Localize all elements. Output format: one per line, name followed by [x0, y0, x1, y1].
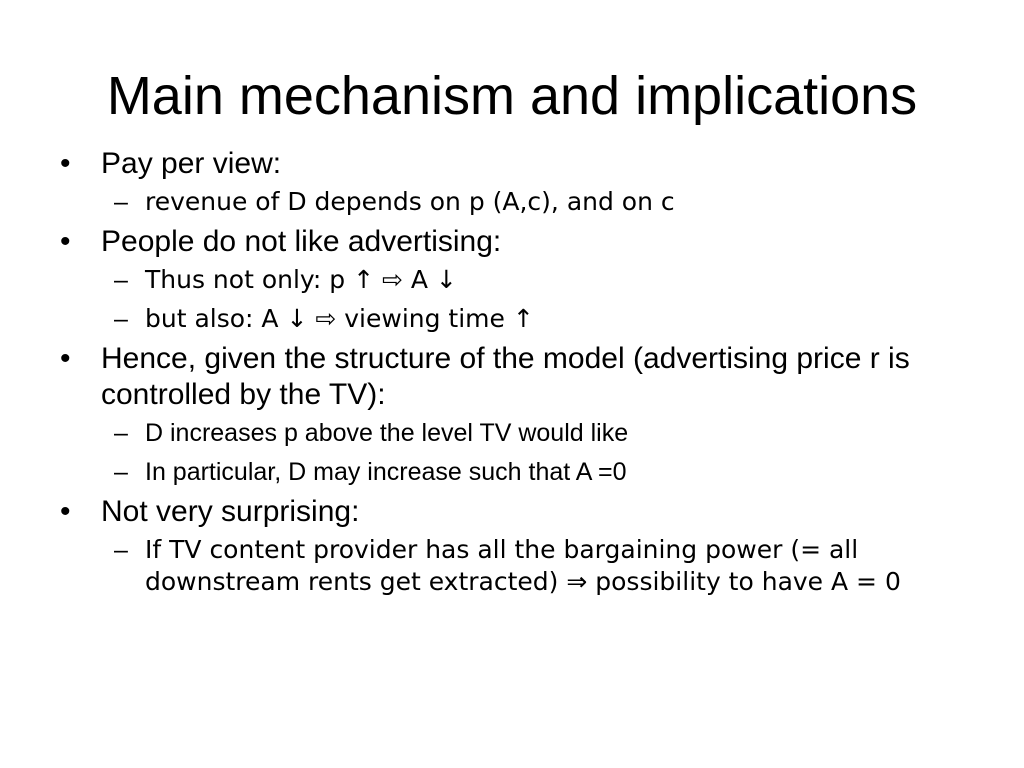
sub-bullet-list [101, 534, 960, 598]
dash-icon: – [114, 536, 128, 564]
sub-bullet-text: revenue of D depends on p (A,c), and on c [145, 187, 675, 216]
dash-icon: – [114, 266, 128, 294]
sub-bullet-list [101, 186, 960, 218]
bullet-list [60, 146, 960, 598]
bullet-dot-icon: • [60, 147, 71, 180]
slide-title: Main mechanism and implications [106, 66, 918, 126]
sub-bullet-text: If TV content provider has all the bargaining power (= all downstream rents get extracted) ⇒ possibility to have A = 0 [145, 535, 901, 596]
bullet-dot-icon: • [60, 495, 71, 528]
sub-bullet-text: Thus not only: p ↑ ⇨ A ↓ [145, 265, 457, 294]
sub-bullet-item [101, 534, 960, 598]
bullet-item [60, 146, 960, 218]
sub-bullet-item [101, 417, 960, 449]
bullet-text: Pay per view: [101, 147, 282, 180]
sub-bullet-text: D increases p above the level TV would like [145, 419, 629, 447]
dash-icon: – [114, 419, 128, 447]
bullet-item [60, 494, 960, 598]
sub-bullet-item [101, 264, 960, 296]
sub-bullet-list [101, 417, 960, 488]
sub-bullet-text: In particular, D may increase such that A =0 [145, 458, 627, 486]
dash-icon: – [114, 458, 128, 486]
dash-icon: – [114, 305, 128, 333]
dash-icon: – [114, 188, 128, 216]
bullet-text: Hence, given the structure of the model (advertising price r is controlled by the TV): [101, 342, 910, 411]
bullet-item [60, 341, 960, 488]
sub-bullet-item [101, 303, 960, 335]
sub-bullet-item [101, 186, 960, 218]
sub-bullet-item [101, 456, 960, 488]
bullet-dot-icon: • [60, 342, 71, 375]
sub-bullet-list [101, 264, 960, 335]
bullet-dot-icon: • [60, 225, 71, 258]
sub-bullet-text: but also: A ↓ ⇨ viewing time ↑ [145, 304, 534, 333]
bullet-text: People do not like advertising: [101, 225, 502, 258]
bullet-item [60, 224, 960, 335]
bullet-text: Not very surprising: [101, 495, 360, 528]
